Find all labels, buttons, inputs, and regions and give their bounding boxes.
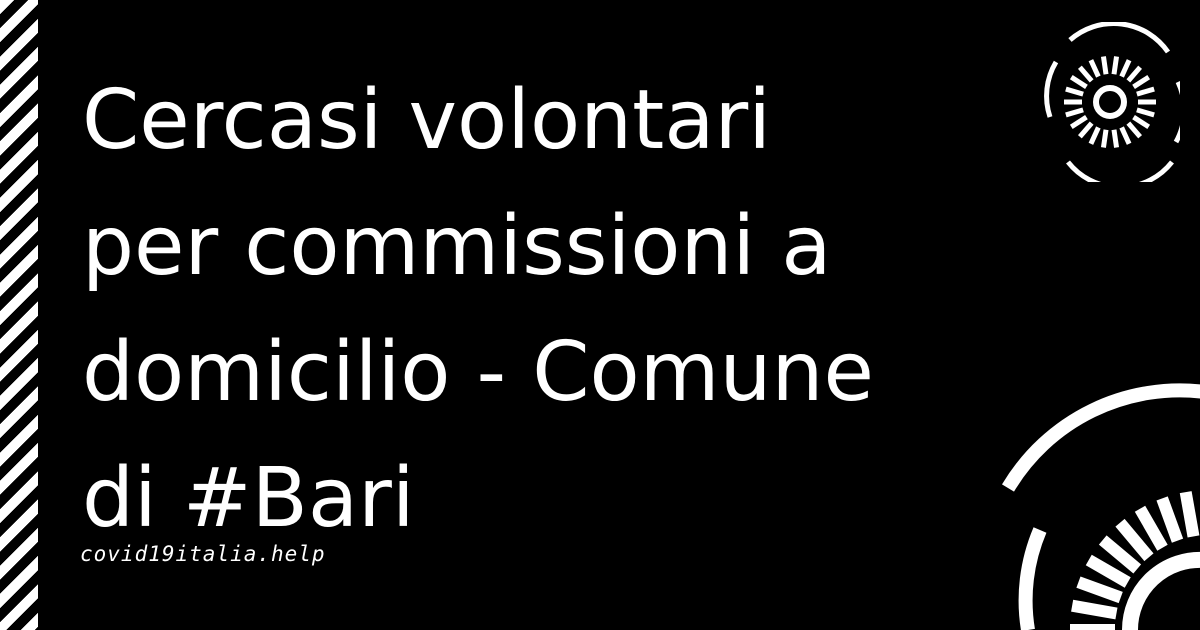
site-url: covid19italia.help	[80, 542, 326, 566]
logo-ray	[1186, 492, 1194, 536]
logo-ray	[1134, 77, 1149, 87]
logo-ray	[1128, 123, 1140, 137]
logo-ray	[1114, 56, 1117, 74]
logo-ray	[1091, 127, 1098, 143]
logo-ray	[1080, 67, 1092, 81]
radial-burst-logo-icon	[990, 380, 1200, 630]
logo-ray	[1066, 110, 1083, 115]
striped-edge-bar	[0, 0, 38, 630]
logo-ray	[1071, 117, 1086, 127]
headline-line-2: per commissioni a	[82, 199, 832, 294]
logo-ray	[1134, 117, 1149, 127]
logo-ray	[1080, 123, 1092, 137]
logo-ray	[1122, 127, 1129, 143]
logo-ray	[1066, 89, 1083, 94]
logo-ray	[1091, 60, 1098, 76]
logo-ray	[1137, 110, 1154, 115]
logo-ray	[1072, 606, 1116, 614]
logo-ray	[1103, 130, 1106, 148]
logo-ray	[1078, 582, 1120, 597]
radial-burst-logo-icon	[1040, 22, 1180, 182]
logo-ray	[1122, 60, 1129, 76]
headline	[82, 58, 982, 562]
headline-line-1: Cercasi volontari	[82, 73, 772, 168]
logo-ray	[1162, 498, 1177, 540]
logo-ray	[1128, 67, 1140, 81]
logo-ray	[1137, 89, 1154, 94]
logo-ray	[1103, 56, 1106, 74]
logo-ray	[1114, 130, 1117, 148]
headline-line-3: domicilio - Comune	[82, 325, 874, 420]
logo-ray	[1071, 77, 1086, 87]
headline-line-4: di #Bari	[82, 451, 415, 546]
